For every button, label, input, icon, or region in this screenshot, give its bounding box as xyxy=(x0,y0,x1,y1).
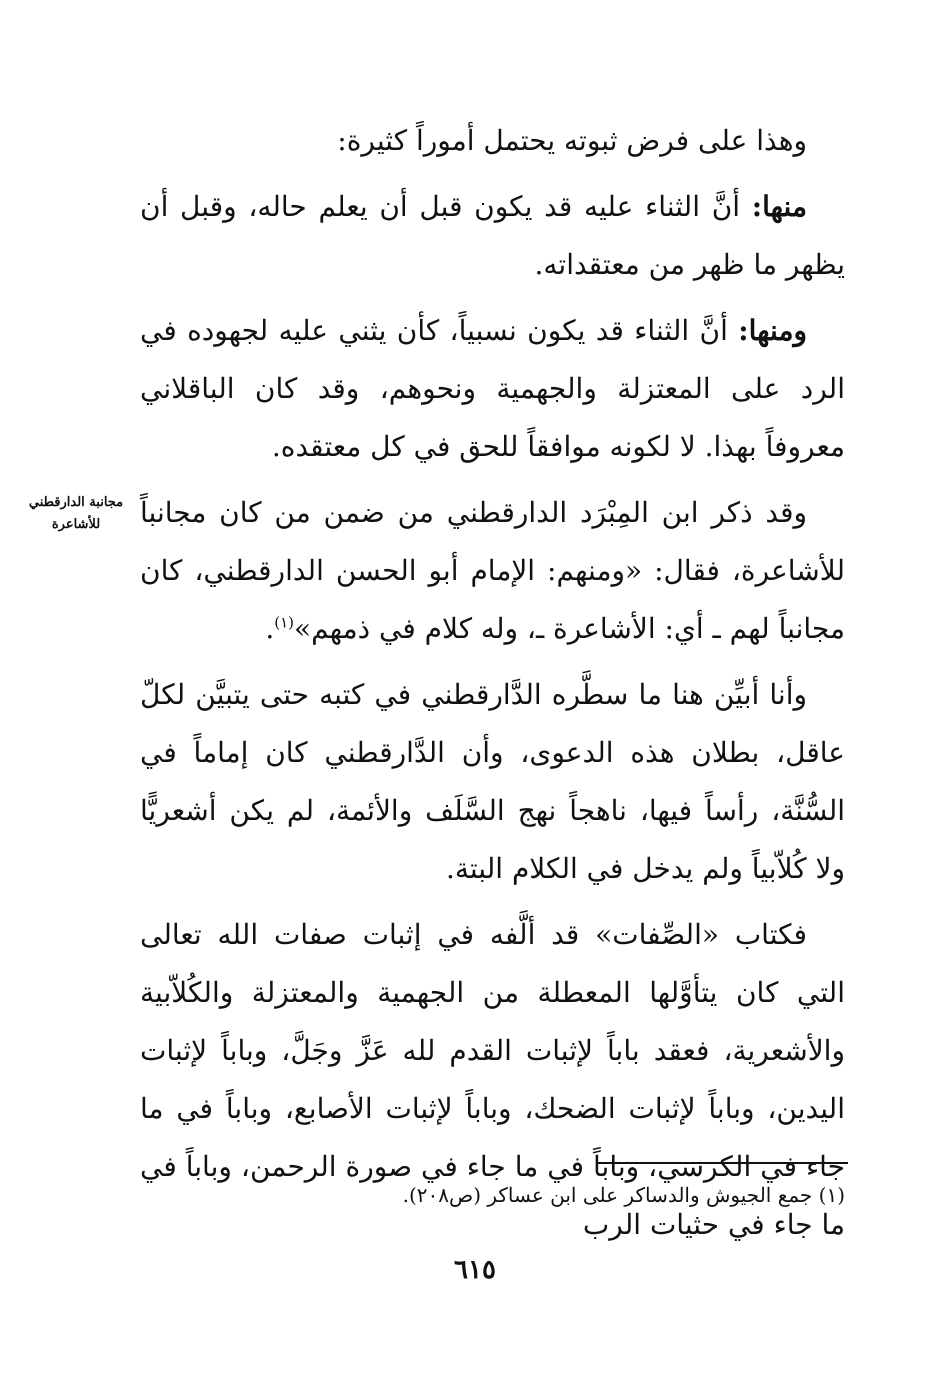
paragraph-3-label: ومنها: xyxy=(738,314,807,347)
margin-note: مجانبة الدارقطني للأشاعرة xyxy=(28,495,124,532)
paragraph-2-label: منها: xyxy=(751,190,807,223)
paragraph-6-text: فكتاب «الصِّفات» قد ألَّفه في إثبات صفات الله تعالى التي كان يتأوَّلها المعطلة من الجهمية والمعتزلة والكُلاّبية والأشعرية، فعقد باباً لإثبات القدم لله عَزَّ وجَلَّ، وباباً لإثبات اليدين، وباباً لإثبات الضحك، وباباً لإثبات الأصابع، وباباً في ما جاء في الكرسي، وباباً في ما جاء في صورة الرحمن، وباباً في ما جاء في حثيات الرب xyxy=(140,918,845,1241)
paragraph-5 xyxy=(140,666,845,898)
page-number: ٦١٥ xyxy=(454,1255,496,1285)
paragraph-1 xyxy=(140,112,845,170)
paragraph-4-text: وقد ذكر ابن المِبْرَد الدارقطني من ضمن من كان مجانباً للأشاعرة، فقال: «ومنهم: الإمام أبو الحسن الدارقطني، كان مجانباً لهم ـ أي: الأشاعرة ـ، وله كلام في ذمهم» xyxy=(140,496,845,645)
footnote-reference[interactable]: (١) xyxy=(274,613,294,632)
paragraph-2 xyxy=(140,178,845,294)
footnote: (١) جمع الجيوش والدساكر على ابن عساكر (ص٢٠٨). xyxy=(402,1183,845,1207)
paragraph-2-text: أنَّ الثناء عليه قد يكون قبل أن يعلم حاله، وقبل أن يظهر ما ظهر من معتقداته. xyxy=(140,190,845,281)
paragraph-1-text: وهذا على فرض ثبوته يحتمل أموراً كثيرة: xyxy=(337,124,807,157)
paragraph-4 xyxy=(140,484,845,658)
paragraph-5-text: وأنا أبيِّن هنا ما سطَّره الدَّارقطني في كتبه حتى يتبيَّن لكلّ عاقل، بطلان هذه الدعوى، وأن الدَّارقطني كان إماماً في السُّنَّة، رأساً فيها، ناهجاً نهج السَّلَف والأئمة، لم يكن أشعريًّا ولا كُلاّبياً ولم يدخل في الكلام البتة. xyxy=(140,678,845,885)
paragraph-4-tail: . xyxy=(265,612,275,645)
footnote-divider xyxy=(598,1162,848,1164)
paragraph-3-text: أنَّ الثناء قد يكون نسبياً، كأن يثني عليه لجهوده في الرد على المعتزلة والجهمية ونحوهم، وقد كان الباقلاني معروفاً بهذا. لا لكونه موافقاً للحق في كل معتقده. xyxy=(140,314,845,463)
paragraph-3 xyxy=(140,302,845,476)
main-text xyxy=(140,112,845,1262)
